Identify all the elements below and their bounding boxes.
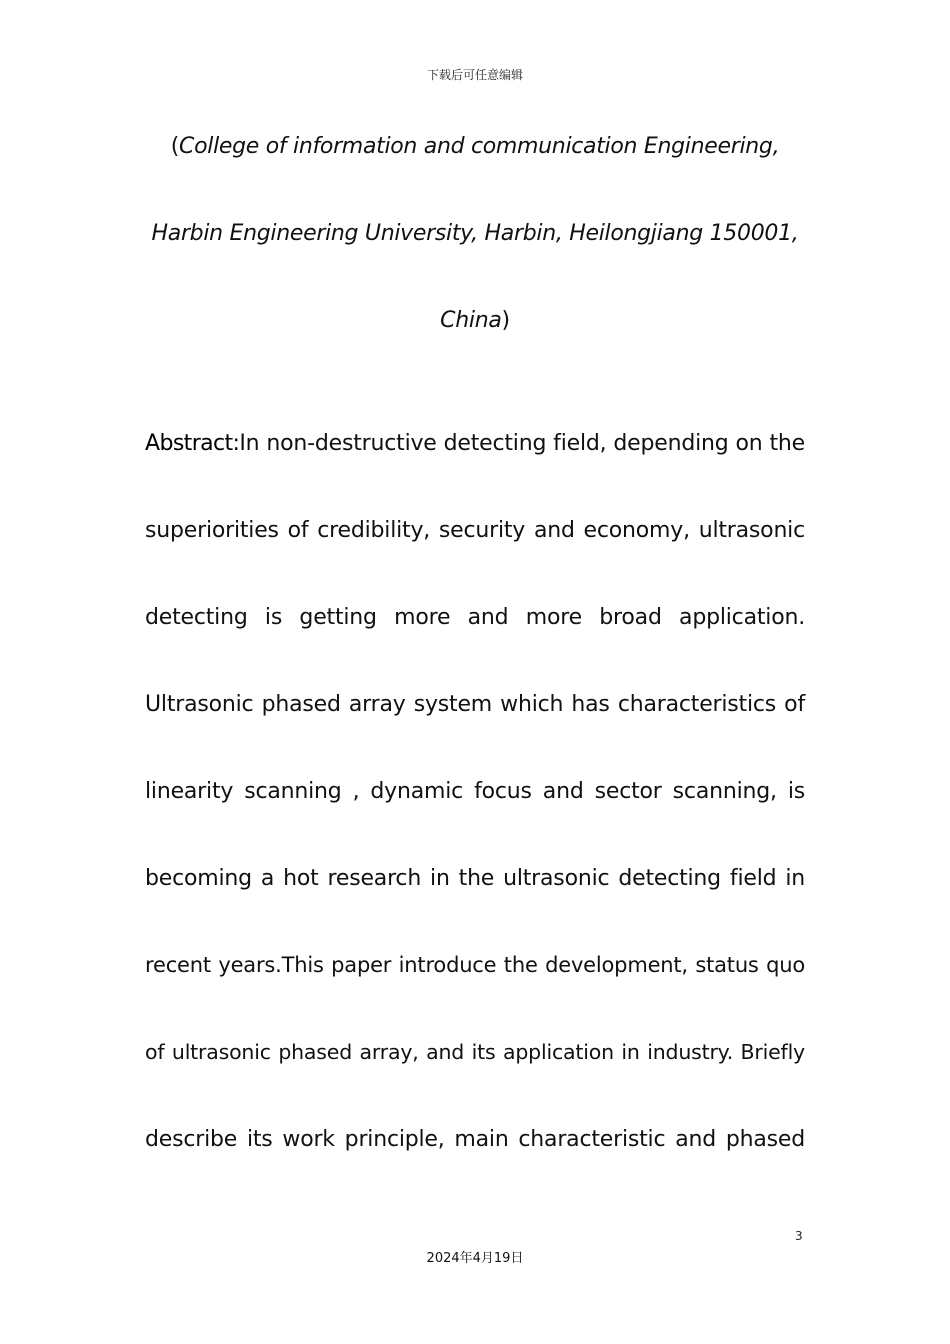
close-parenthesis: ) [501,308,510,333]
abstract-label: Abstract: [145,431,240,456]
abstract-line-4: Ultrasonic phased array system which has characteristics of [145,692,805,717]
open-parenthesis: ( [170,134,180,159]
affiliation-line-2 [0,221,950,246]
affiliation-line-3 [0,308,950,333]
abstract-line-6: becoming a hot research in the ultrasonic detecting field in [145,866,805,891]
footer-date: 2024年4月19日 [426,1251,524,1266]
affiliation-text-2: Harbin Engineering University, Harbin, Heilongjiang 150001, [151,221,799,246]
affiliation-text-3: China [440,308,502,333]
abstract-line-5: linearity scanning , dynamic focus and sector scanning, is [145,779,805,804]
abstract-line-9: describe its work principle, main characteristic and phased [145,1127,805,1152]
abstract-line-8: of ultrasonic phased array, and its application in industry. Briefly [145,1040,805,1064]
page-number: 3 [795,1229,803,1243]
abstract-line-text: In non-destructive detecting field, depending on the [239,431,805,456]
abstract-line-7: recent years.This paper introduce the development, status quo [145,953,805,977]
abstract-line-3: detecting is getting more and more broad application. [145,605,805,630]
affiliation-line-1 [0,134,950,159]
header-note: 下载后可任意编辑 [426,68,523,82]
abstract-line-1 [145,431,805,456]
affiliation-text-1: College of information and communication Engineering, [179,134,780,159]
abstract-line-2: superiorities of credibility, security and economy, ultrasonic [145,518,805,543]
